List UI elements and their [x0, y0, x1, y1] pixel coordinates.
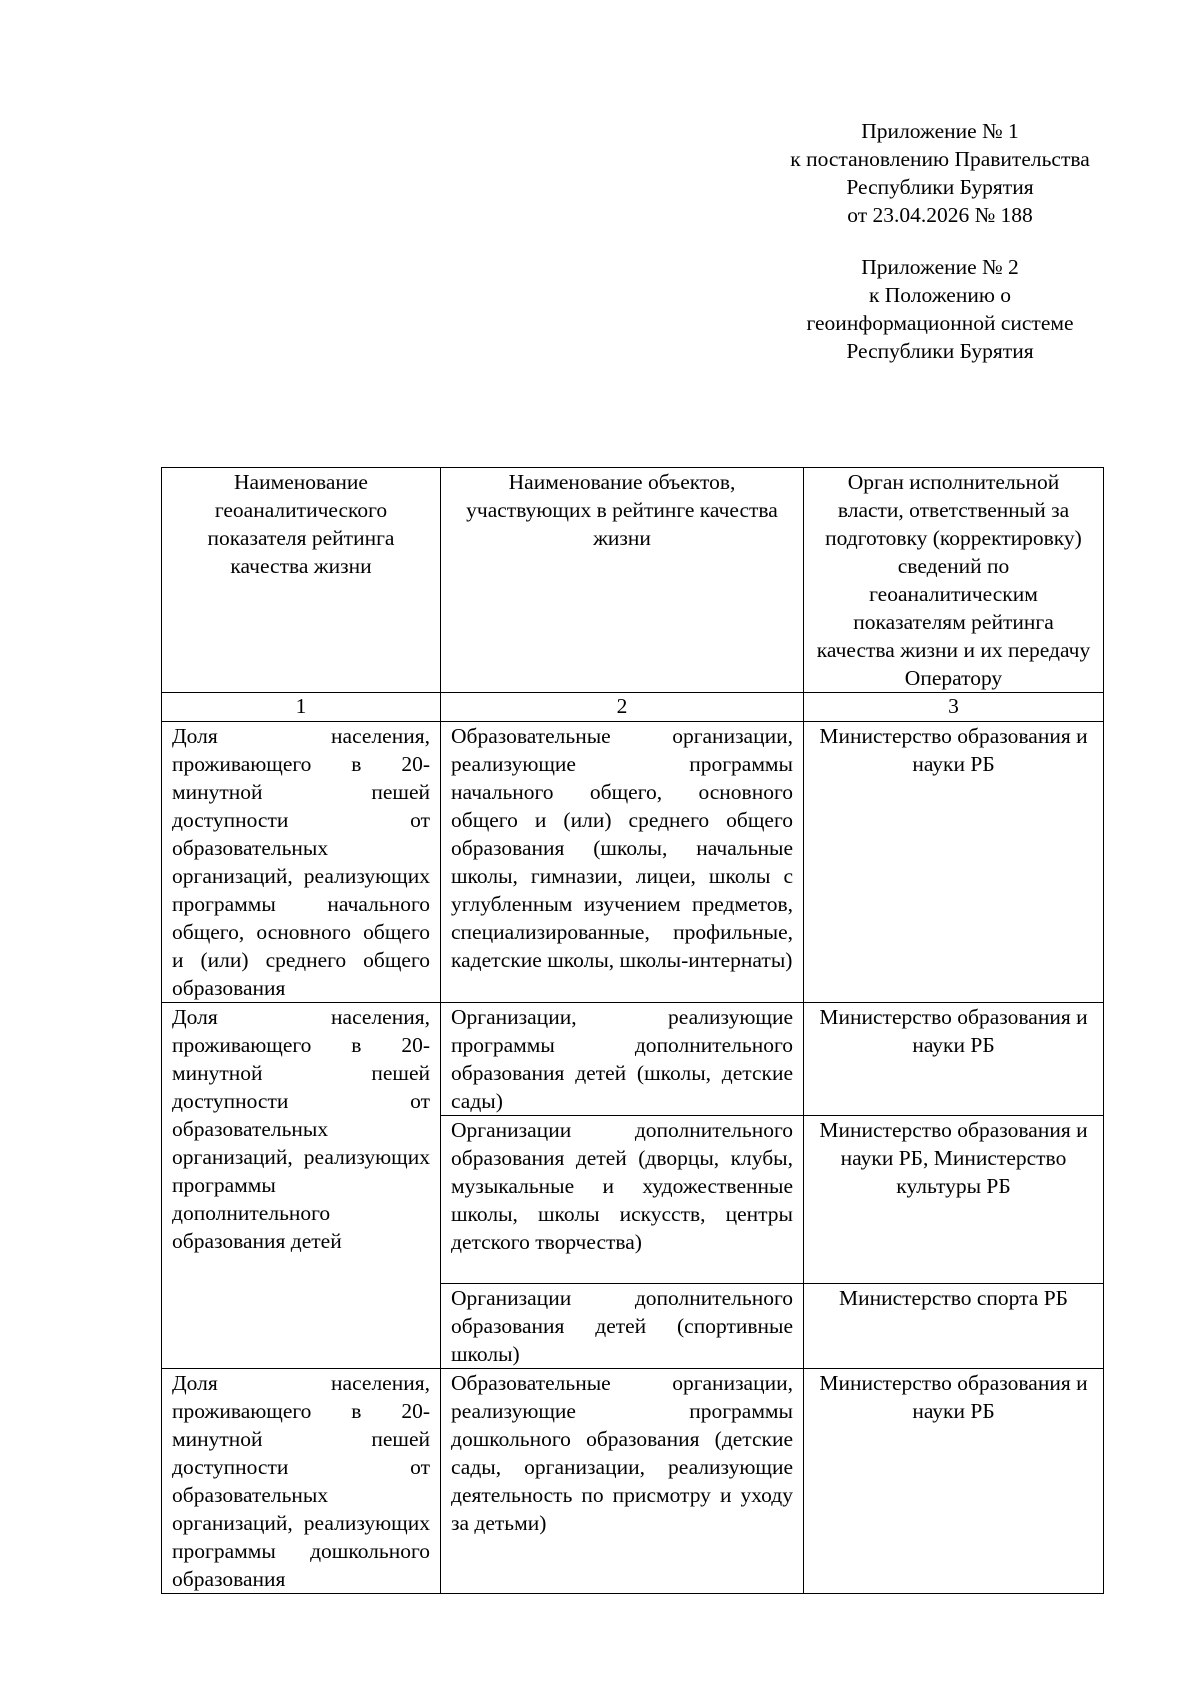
authority-cell: Министерство образования и науки РБ, Министерство культуры РБ: [804, 1116, 1104, 1284]
indicator-cell: Доля населения, проживающего в 20-минутной пешей доступности от образовательных организаций, реализующих программы начального общего, основного общего и (или) среднего общего образования: [162, 722, 441, 1003]
indicators-table: [161, 467, 1104, 1594]
authority-cell: Министерство образования и науки РБ: [804, 722, 1104, 1003]
appendix-2-line4: Республики Бурятия: [846, 339, 1034, 363]
appendix-1-line2: к постановлению Правительства: [790, 147, 1090, 171]
authority-cell: Министерство спорта РБ: [804, 1284, 1104, 1369]
appendix-1-date: от 23.04.2026 № 188: [847, 203, 1033, 227]
table-header-row: [162, 468, 1104, 693]
table-row: [162, 722, 1104, 1003]
column-number-row: [162, 693, 1104, 722]
appendix-1-line3: Республики Бурятия: [846, 175, 1034, 199]
indicator-cell: Доля населения, проживающего в 20-минутной пешей доступности от образовательных организаций, реализующих программы дополнительного образования детей: [162, 1003, 441, 1369]
header-authority: Орган исполнительной власти, ответственный за подготовку (корректировку) сведений по геоаналитическим показателям рейтинга качества жизни и их передачу Оператору: [804, 468, 1104, 693]
authority-cell: Министерство образования и науки РБ: [804, 1369, 1104, 1594]
column-number: 1: [162, 693, 441, 722]
appendix-2-line2: к Положению о: [868, 283, 1012, 307]
table-row: [162, 1369, 1104, 1594]
objects-cell: Образовательные организации, реализующие программы дошкольного образования (детские сады, организации, реализующие деятельность по присмотру и уходу за детьми): [441, 1369, 804, 1594]
objects-cell: Организации, реализующие программы дополнительного образования детей (школы, детские сады): [441, 1003, 804, 1116]
table-row: [162, 1003, 1104, 1116]
appendix-2-title: Приложение № 2: [861, 255, 1019, 279]
header-objects: Наименование объектов, участвующих в рейтинге качества жизни: [441, 468, 804, 693]
authority-cell: Министерство образования и науки РБ: [804, 1003, 1104, 1116]
appendix-1-header: [760, 117, 1120, 229]
column-number: 2: [441, 693, 804, 722]
column-number: 3: [804, 693, 1104, 722]
objects-cell: Организации дополнительного образования детей (спортивные школы): [441, 1284, 804, 1369]
appendix-2-line3: геоинформационной системе: [806, 311, 1074, 335]
objects-cell: Организации дополнительного образования детей (дворцы, клубы, музыкальные и художественные школы, школы искусств, центры детского творчества): [441, 1116, 804, 1284]
header-indicator: Наименование геоаналитического показателя рейтинга качества жизни: [162, 468, 441, 693]
indicator-cell: Доля населения, проживающего в 20-минутной пешей доступности от образовательных организаций, реализующих программы дошкольного образования: [162, 1369, 441, 1594]
appendix-1-title: Приложение № 1: [861, 119, 1019, 143]
appendix-2-header: [760, 253, 1120, 365]
objects-cell: Образовательные организации, реализующие программы начального общего, основного общего и (или) среднего общего образования (школы, начальные школы, гимназии, лицеи, школы с углубленным изучением предметов, специализированные, профильные, кадетские школы, школы-интернаты): [441, 722, 804, 1003]
